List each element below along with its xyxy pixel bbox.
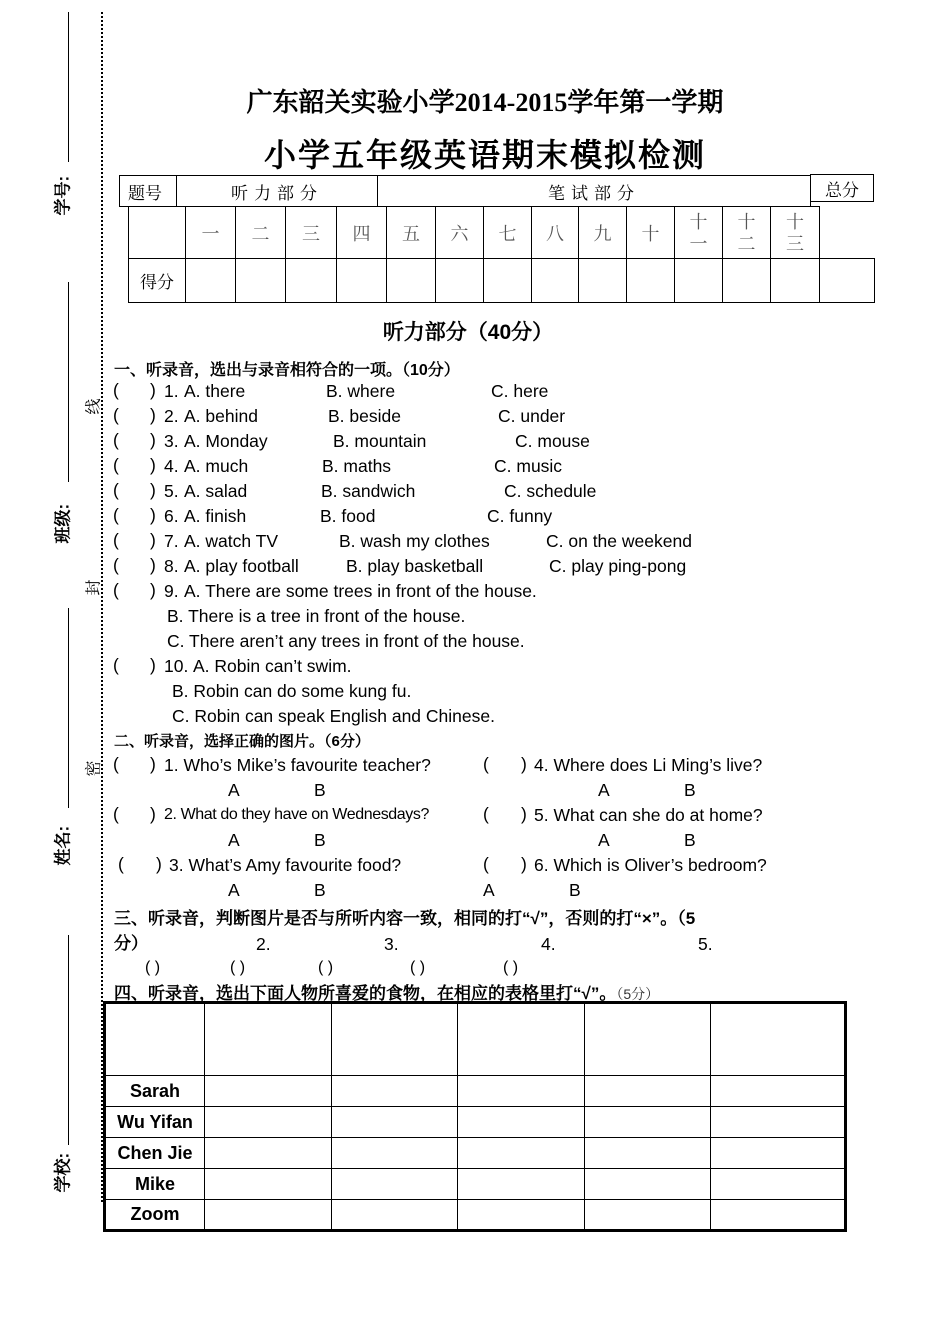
picture-question-5: 5. What can she do at home? bbox=[534, 805, 763, 825]
part3-answer-paren[interactable]: ( ) bbox=[318, 959, 334, 976]
food-check-cell[interactable] bbox=[331, 1168, 458, 1200]
score-cell-11[interactable] bbox=[674, 258, 723, 303]
food-check-cell[interactable] bbox=[710, 1106, 845, 1138]
person-name: Chen Jie bbox=[105, 1137, 205, 1169]
option-b: B. food bbox=[320, 506, 376, 526]
option-a: A. Robin can’t swim. bbox=[193, 656, 352, 676]
food-check-cell[interactable] bbox=[457, 1168, 585, 1200]
food-check-cell[interactable] bbox=[710, 1137, 845, 1169]
food-check-cell[interactable] bbox=[584, 1137, 711, 1169]
part-12-number-bottom: 二 bbox=[737, 233, 756, 254]
answer-paren-open[interactable]: ( bbox=[483, 804, 489, 824]
picture-option-a: A bbox=[228, 780, 240, 800]
picture-option-b: B bbox=[314, 880, 326, 900]
answer-paren-close[interactable]: ) bbox=[521, 854, 527, 874]
answer-paren-close[interactable]: ) bbox=[156, 854, 162, 874]
answer-paren-close[interactable]: ) bbox=[150, 505, 156, 525]
food-check-cell[interactable] bbox=[584, 1075, 711, 1107]
question-number: 2. bbox=[164, 406, 179, 426]
option-a: A. salad bbox=[184, 481, 248, 501]
picture-option-a: A bbox=[483, 880, 495, 900]
picture-option-b: B bbox=[684, 830, 696, 850]
food-picture-3 bbox=[457, 1003, 585, 1076]
student-id-line bbox=[68, 12, 69, 162]
score-row-label: 得分 bbox=[128, 258, 186, 303]
option-a: A. much bbox=[184, 456, 249, 476]
option-a: A. play football bbox=[184, 556, 299, 576]
option-b: B. beside bbox=[328, 406, 401, 426]
writing-section-header: 笔试部分 bbox=[377, 175, 811, 207]
part3-number-2: 2. bbox=[256, 934, 271, 954]
answer-paren-open[interactable]: ( bbox=[113, 455, 119, 475]
picture-option-a: A bbox=[598, 830, 610, 850]
option-c: C. schedule bbox=[504, 481, 597, 501]
food-check-cell[interactable] bbox=[204, 1137, 332, 1169]
total-score-header: 总分 bbox=[810, 174, 874, 202]
answer-paren-open[interactable]: ( bbox=[113, 804, 119, 824]
food-check-cell[interactable] bbox=[710, 1168, 845, 1200]
answer-paren-close[interactable]: ) bbox=[150, 480, 156, 500]
score-cell-total[interactable] bbox=[819, 258, 875, 303]
seal-char-line: 线 bbox=[85, 398, 103, 415]
food-picture-5 bbox=[710, 1003, 845, 1076]
answer-paren-close[interactable]: ) bbox=[150, 430, 156, 450]
option-b: B. where bbox=[326, 381, 396, 401]
answer-paren-open[interactable]: ( bbox=[483, 754, 489, 774]
picture-option-b: B bbox=[314, 780, 326, 800]
option-a: A. finish bbox=[184, 506, 247, 526]
part-1-number: 一 bbox=[185, 206, 236, 259]
question-number: 5. bbox=[164, 481, 179, 501]
part-5-number: 五 bbox=[386, 206, 436, 259]
answer-paren-open[interactable]: ( bbox=[113, 555, 119, 575]
part3-answer-paren[interactable]: ( ) bbox=[145, 959, 161, 976]
name-line bbox=[68, 608, 69, 808]
part3-answer-paren[interactable]: ( ) bbox=[503, 959, 519, 976]
part-13-number-top: 十 bbox=[786, 211, 804, 232]
food-check-cell[interactable] bbox=[331, 1199, 458, 1230]
part-11-number-bottom: 一 bbox=[689, 233, 708, 254]
part-13-number bbox=[770, 206, 820, 259]
option-c: C. music bbox=[494, 456, 563, 476]
score-cell-12[interactable] bbox=[722, 258, 771, 303]
student-id-label: 学号: bbox=[53, 175, 73, 216]
school-line bbox=[68, 935, 69, 1145]
part-3-number: 三 bbox=[285, 206, 337, 259]
picture-question-3: 3. What’s Amy favourite food? bbox=[169, 855, 402, 875]
picture-option-a: A bbox=[598, 780, 610, 800]
answer-paren-open[interactable]: ( bbox=[113, 480, 119, 500]
option-b: B. sandwich bbox=[321, 481, 416, 501]
answer-paren-close[interactable]: ) bbox=[150, 804, 156, 824]
score-cell-8[interactable] bbox=[531, 258, 579, 303]
class-line bbox=[68, 282, 69, 482]
food-picture-4 bbox=[584, 1003, 711, 1076]
exam-title: 小学五年级英语期末模拟检测 bbox=[263, 137, 706, 173]
answer-paren-open[interactable]: ( bbox=[113, 405, 119, 425]
question-number: 3. bbox=[164, 431, 179, 451]
listening-section-header: 听力部分 bbox=[176, 175, 378, 207]
part-12-number-top: 十 bbox=[737, 211, 756, 232]
person-name: Wu Yifan bbox=[105, 1106, 205, 1138]
food-check-cell[interactable] bbox=[710, 1075, 845, 1107]
option-c: C. under bbox=[498, 406, 566, 426]
score-cell-7[interactable] bbox=[483, 258, 532, 303]
answer-paren-close[interactable]: ) bbox=[521, 804, 527, 824]
number-row-blank bbox=[128, 206, 186, 259]
option-b: B. wash my clothes bbox=[339, 531, 490, 551]
food-check-cell[interactable] bbox=[457, 1199, 585, 1230]
answer-paren-open[interactable]: ( bbox=[113, 380, 119, 400]
food-check-cell[interactable] bbox=[710, 1199, 845, 1230]
option-b: B. mountain bbox=[333, 431, 427, 451]
answer-paren-open[interactable]: ( bbox=[483, 854, 489, 874]
option-b: B. maths bbox=[322, 456, 392, 476]
food-check-cell[interactable] bbox=[584, 1168, 711, 1200]
food-check-cell[interactable] bbox=[204, 1199, 332, 1230]
picture-question-4: 4. Where does Li Ming’s live? bbox=[534, 755, 763, 775]
score-cell-5[interactable] bbox=[386, 258, 436, 303]
picture-question-2: 2. What do they have on Wednesdays? bbox=[164, 806, 429, 823]
part4-heading-text: 四、听录音，选出下面人物所喜爱的食物，在相应的表格里打“√”。 bbox=[114, 984, 617, 1003]
part-10-number: 十 bbox=[626, 206, 675, 259]
picture-question-6: 6. Which is Oliver’s bedroom? bbox=[534, 855, 767, 875]
part-2-number: 二 bbox=[235, 206, 286, 259]
food-check-cell[interactable] bbox=[457, 1075, 585, 1107]
score-cell-9[interactable] bbox=[578, 258, 627, 303]
answer-paren-close[interactable]: ) bbox=[150, 455, 156, 475]
food-header-blank bbox=[105, 1003, 205, 1076]
question-number: 7. bbox=[164, 531, 179, 551]
answer-paren-open[interactable]: ( bbox=[113, 580, 119, 600]
question-number: 10. bbox=[164, 656, 189, 676]
answer-paren-open[interactable]: ( bbox=[118, 854, 124, 874]
name-label: 姓名: bbox=[53, 825, 73, 866]
score-cell-2[interactable] bbox=[235, 258, 286, 303]
answer-paren-close[interactable]: ) bbox=[150, 530, 156, 550]
food-check-cell[interactable] bbox=[457, 1137, 585, 1169]
food-check-cell[interactable] bbox=[584, 1106, 711, 1138]
food-check-cell[interactable] bbox=[584, 1199, 711, 1230]
part-11-number-top: 十 bbox=[689, 211, 708, 232]
score-cell-3[interactable] bbox=[285, 258, 337, 303]
option-c: C. play ping-pong bbox=[549, 556, 687, 576]
person-name: Zoom bbox=[105, 1199, 205, 1230]
option-c: C. There aren’t any trees in front of the house. bbox=[167, 631, 525, 651]
answer-paren-close[interactable]: ) bbox=[150, 580, 156, 600]
score-cell-1[interactable] bbox=[185, 258, 236, 303]
option-c: C. here bbox=[491, 381, 549, 401]
food-check-cell[interactable] bbox=[331, 1137, 458, 1169]
part-13-number-bottom: 三 bbox=[786, 233, 804, 254]
person-name: Mike bbox=[105, 1168, 205, 1200]
answer-paren-open[interactable]: ( bbox=[113, 754, 119, 774]
part3-heading-cont: 分） bbox=[114, 934, 148, 953]
part-7-number: 七 bbox=[483, 206, 532, 259]
food-picture-1 bbox=[204, 1003, 332, 1076]
part4-score: （5分） bbox=[616, 986, 660, 1002]
option-c: C. Robin can speak English and Chinese. bbox=[172, 706, 495, 726]
answer-paren-close[interactable]: ) bbox=[150, 380, 156, 400]
part-9-number: 九 bbox=[578, 206, 627, 259]
option-a: A. behind bbox=[184, 406, 258, 426]
option-c: C. on the weekend bbox=[546, 531, 692, 551]
picture-option-b: B bbox=[684, 780, 696, 800]
score-cell-6[interactable] bbox=[435, 258, 484, 303]
answer-paren-close[interactable]: ) bbox=[521, 754, 527, 774]
person-name: Sarah bbox=[105, 1075, 205, 1107]
option-b: B. play basketball bbox=[346, 556, 484, 576]
part-4-number: 四 bbox=[336, 206, 387, 259]
part1-heading: 一、听录音，选出与录音相符合的一项。（10分） bbox=[114, 362, 460, 379]
question-number: 4. bbox=[164, 456, 179, 476]
option-a: A. Monday bbox=[184, 431, 268, 451]
part-11-number bbox=[674, 206, 723, 259]
item-number-header: 题号 bbox=[119, 175, 177, 207]
option-c: C. mouse bbox=[515, 431, 590, 451]
question-number: 6. bbox=[164, 506, 179, 526]
part3-answer-paren[interactable]: ( ) bbox=[410, 959, 426, 976]
food-check-cell[interactable] bbox=[457, 1106, 585, 1138]
score-cell-13[interactable] bbox=[770, 258, 820, 303]
score-cell-4[interactable] bbox=[336, 258, 387, 303]
picture-option-a: A bbox=[228, 830, 240, 850]
part3-heading: 三、听录音，判断图片是否与所听内容一致，相同的打“√”，否则的打“×”。（5 bbox=[114, 909, 696, 928]
score-cell-10[interactable] bbox=[626, 258, 675, 303]
food-check-cell[interactable] bbox=[331, 1106, 458, 1138]
school-label: 学校: bbox=[53, 1152, 73, 1193]
food-check-cell[interactable] bbox=[204, 1075, 332, 1107]
part3-answer-paren[interactable]: ( ) bbox=[230, 959, 246, 976]
option-a: A. there bbox=[184, 381, 246, 401]
question-number: 1. bbox=[164, 381, 179, 401]
answer-paren-open[interactable]: ( bbox=[113, 430, 119, 450]
food-picture-2 bbox=[331, 1003, 458, 1076]
answer-paren-open[interactable]: ( bbox=[113, 530, 119, 550]
part3-number-5: 5. bbox=[698, 934, 713, 954]
picture-question-1: 1. Who’s Mike’s favourite teacher? bbox=[164, 755, 431, 775]
option-b: B. There is a tree in front of the house. bbox=[167, 606, 466, 626]
answer-paren-close[interactable]: ) bbox=[150, 555, 156, 575]
class-label: 班级: bbox=[53, 503, 73, 544]
seal-char-seal: 封 bbox=[85, 579, 103, 596]
option-c: C. funny bbox=[487, 506, 553, 526]
option-b: B. Robin can do some kung fu. bbox=[172, 681, 412, 701]
option-a: A. There are some trees in front of the house. bbox=[184, 581, 537, 601]
part-6-number: 六 bbox=[435, 206, 484, 259]
food-check-cell[interactable] bbox=[331, 1075, 458, 1107]
question-number: 9. bbox=[164, 581, 179, 601]
option-a: A. watch TV bbox=[184, 531, 279, 551]
listening-section-title: 听力部分（40分） bbox=[382, 321, 554, 344]
picture-option-b: B bbox=[569, 880, 581, 900]
part-12-number bbox=[722, 206, 771, 259]
picture-option-a: A bbox=[228, 880, 240, 900]
seal-char-secret: 密 bbox=[85, 760, 103, 777]
food-check-cell[interactable] bbox=[204, 1168, 332, 1200]
answer-paren-close[interactable]: ) bbox=[150, 655, 156, 675]
answer-paren-open[interactable]: ( bbox=[113, 505, 119, 525]
part3-number-3: 3. bbox=[384, 934, 399, 954]
question-number: 8. bbox=[164, 556, 179, 576]
answer-paren-close[interactable]: ) bbox=[150, 754, 156, 774]
part2-heading: 二、听录音，选择正确的图片。（6分） bbox=[114, 733, 370, 750]
part3-number-4: 4. bbox=[541, 934, 556, 954]
answer-paren-open[interactable]: ( bbox=[113, 655, 119, 675]
school-term-title: 广东韶关实验小学2014-2015学年第一学期 bbox=[246, 88, 724, 117]
answer-paren-close[interactable]: ) bbox=[150, 405, 156, 425]
part-8-number: 八 bbox=[531, 206, 579, 259]
food-check-cell[interactable] bbox=[204, 1106, 332, 1138]
picture-option-b: B bbox=[314, 830, 326, 850]
